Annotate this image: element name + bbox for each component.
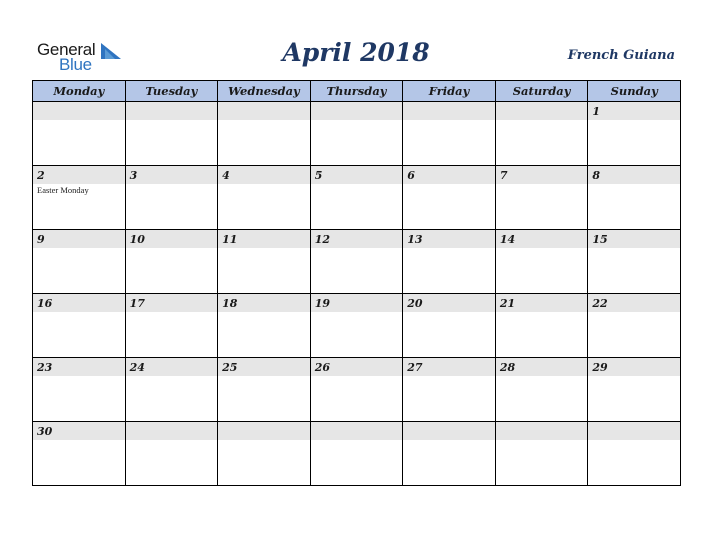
day-number: 15 bbox=[592, 233, 608, 246]
brand-name-blue: Blue bbox=[59, 55, 92, 74]
day-number-bar bbox=[33, 422, 125, 440]
calendar-day-cell bbox=[310, 358, 403, 422]
calendar-day-cell bbox=[495, 102, 588, 166]
calendar-day-cell bbox=[403, 422, 496, 486]
weekday-header-saturday: Saturday bbox=[495, 81, 588, 102]
day-number-bar bbox=[33, 166, 125, 184]
brand-name-general: General bbox=[37, 40, 96, 59]
calendar-day-cell bbox=[33, 230, 126, 294]
day-number-bar bbox=[588, 166, 680, 184]
day-number: 21 bbox=[499, 297, 516, 310]
calendar-week-row bbox=[33, 358, 681, 422]
day-number-bar bbox=[403, 422, 495, 440]
calendar-day-cell bbox=[218, 294, 311, 358]
day-number-bar bbox=[496, 294, 588, 312]
calendar-day-cell bbox=[218, 102, 311, 166]
calendar-day-cell bbox=[125, 166, 218, 230]
calendar-day-cell bbox=[403, 102, 496, 166]
calendar-day-cell bbox=[403, 230, 496, 294]
day-number-bar bbox=[403, 294, 495, 312]
calendar-day-cell bbox=[495, 294, 588, 358]
calendar-day-cell bbox=[588, 358, 681, 422]
calendar-day-cell bbox=[495, 358, 588, 422]
day-number-bar bbox=[218, 102, 310, 120]
day-number-bar bbox=[33, 102, 125, 120]
weekday-header-friday: Friday bbox=[403, 81, 496, 102]
day-number: 13 bbox=[407, 233, 423, 246]
day-number-bar bbox=[311, 358, 403, 376]
day-number-bar bbox=[218, 358, 310, 376]
day-number-bar bbox=[403, 166, 495, 184]
calendar-week-row bbox=[33, 422, 681, 486]
weekday-header-row bbox=[33, 81, 681, 102]
day-number: 27 bbox=[407, 361, 423, 374]
calendar-day-cell bbox=[495, 166, 588, 230]
day-number-bar bbox=[126, 294, 218, 312]
day-number: 22 bbox=[592, 297, 608, 310]
day-number: 5 bbox=[314, 169, 323, 182]
day-number-bar bbox=[218, 230, 310, 248]
day-number: 29 bbox=[592, 361, 608, 374]
calendar-day-cell bbox=[588, 294, 681, 358]
day-number: 1 bbox=[592, 105, 601, 118]
calendar-day-cell bbox=[310, 294, 403, 358]
day-number-bar bbox=[126, 358, 218, 376]
calendar-day-cell bbox=[33, 166, 126, 230]
day-number-bar bbox=[588, 294, 680, 312]
day-number-bar bbox=[588, 230, 680, 248]
day-number: 8 bbox=[592, 169, 601, 182]
day-number-bar bbox=[218, 294, 310, 312]
day-number: 12 bbox=[314, 233, 330, 246]
day-number: 2 bbox=[37, 169, 45, 182]
calendar-title: April 2018 bbox=[282, 38, 430, 67]
day-number: 3 bbox=[129, 169, 138, 182]
day-number-bar bbox=[126, 166, 218, 184]
calendar-day-cell bbox=[403, 358, 496, 422]
day-number-bar bbox=[126, 422, 218, 440]
day-number-bar bbox=[311, 166, 403, 184]
day-number: 30 bbox=[37, 425, 53, 438]
day-number: 20 bbox=[407, 297, 423, 310]
day-number: 7 bbox=[499, 169, 508, 182]
calendar-day-cell bbox=[218, 230, 311, 294]
calendar-day-cell bbox=[588, 166, 681, 230]
calendar-day-cell bbox=[495, 230, 588, 294]
day-number-bar bbox=[218, 422, 310, 440]
calendar-day-cell bbox=[310, 166, 403, 230]
day-number-bar bbox=[126, 102, 218, 120]
weekday-header-thursday: Thursday bbox=[310, 81, 403, 102]
calendar-day-cell bbox=[125, 230, 218, 294]
calendar-day-cell bbox=[588, 422, 681, 486]
calendar-day-cell bbox=[310, 230, 403, 294]
day-number: 10 bbox=[129, 233, 145, 246]
day-number: 4 bbox=[222, 169, 230, 182]
weekday-header-sunday: Sunday bbox=[588, 81, 681, 102]
day-number: 17 bbox=[129, 297, 145, 310]
day-number: 24 bbox=[129, 361, 145, 374]
calendar-day-cell bbox=[218, 358, 311, 422]
day-number: 25 bbox=[222, 361, 238, 374]
day-number-bar bbox=[496, 230, 588, 248]
day-number: 28 bbox=[499, 361, 516, 374]
day-number: 6 bbox=[407, 169, 415, 182]
calendar-day-cell bbox=[125, 102, 218, 166]
day-number-bar bbox=[126, 230, 218, 248]
weekday-header-monday: Monday bbox=[33, 81, 126, 102]
calendar-week-row bbox=[33, 102, 681, 166]
day-number-bar bbox=[33, 294, 125, 312]
day-number-bar bbox=[403, 358, 495, 376]
calendar-body bbox=[33, 102, 681, 486]
day-number-bar bbox=[218, 166, 310, 184]
calendar-week-row bbox=[33, 230, 681, 294]
day-number-bar bbox=[403, 230, 495, 248]
calendar-day-cell bbox=[588, 230, 681, 294]
calendar-day-cell bbox=[403, 294, 496, 358]
day-number-bar bbox=[588, 102, 680, 120]
calendar-day-cell bbox=[588, 102, 681, 166]
day-number-bar bbox=[496, 166, 588, 184]
calendar-day-cell bbox=[33, 358, 126, 422]
day-number-bar bbox=[496, 358, 588, 376]
calendar-day-cell bbox=[33, 294, 126, 358]
day-number-bar bbox=[311, 102, 403, 120]
calendar-day-cell bbox=[218, 166, 311, 230]
calendar-day-cell bbox=[125, 294, 218, 358]
calendar-day-cell bbox=[218, 422, 311, 486]
day-number-bar bbox=[588, 358, 680, 376]
day-number-bar bbox=[496, 102, 588, 120]
calendar-day-cell bbox=[125, 422, 218, 486]
day-number-bar bbox=[311, 294, 403, 312]
calendar-day-cell bbox=[310, 102, 403, 166]
day-number: 11 bbox=[222, 233, 238, 246]
day-number-bar bbox=[311, 422, 403, 440]
weekday-header-wednesday: Wednesday bbox=[218, 81, 311, 102]
day-number: 26 bbox=[314, 361, 330, 374]
calendar-day-cell bbox=[33, 102, 126, 166]
day-number: 16 bbox=[37, 297, 53, 310]
calendar-day-cell bbox=[495, 422, 588, 486]
calendar-day-cell bbox=[33, 422, 126, 486]
calendar-week-row bbox=[33, 294, 681, 358]
day-number-bar bbox=[33, 230, 125, 248]
calendar-grid bbox=[32, 80, 681, 486]
calendar-country: French Guiana bbox=[567, 48, 675, 63]
calendar-day-cell bbox=[125, 358, 218, 422]
day-number: 14 bbox=[499, 233, 516, 246]
day-number: 19 bbox=[314, 297, 330, 310]
calendar-day-cell bbox=[310, 422, 403, 486]
day-number: 23 bbox=[37, 361, 53, 374]
day-number-bar bbox=[311, 230, 403, 248]
day-number-bar bbox=[403, 102, 495, 120]
day-number-bar bbox=[496, 422, 588, 440]
calendar-week-row bbox=[33, 166, 681, 230]
day-number-bar bbox=[33, 358, 125, 376]
calendar-day-cell bbox=[403, 166, 496, 230]
holiday-label: Easter Monday bbox=[37, 185, 89, 195]
weekday-header-tuesday: Tuesday bbox=[125, 81, 218, 102]
day-number: 18 bbox=[222, 297, 238, 310]
day-number: 9 bbox=[37, 233, 45, 246]
day-number-bar bbox=[588, 422, 680, 440]
